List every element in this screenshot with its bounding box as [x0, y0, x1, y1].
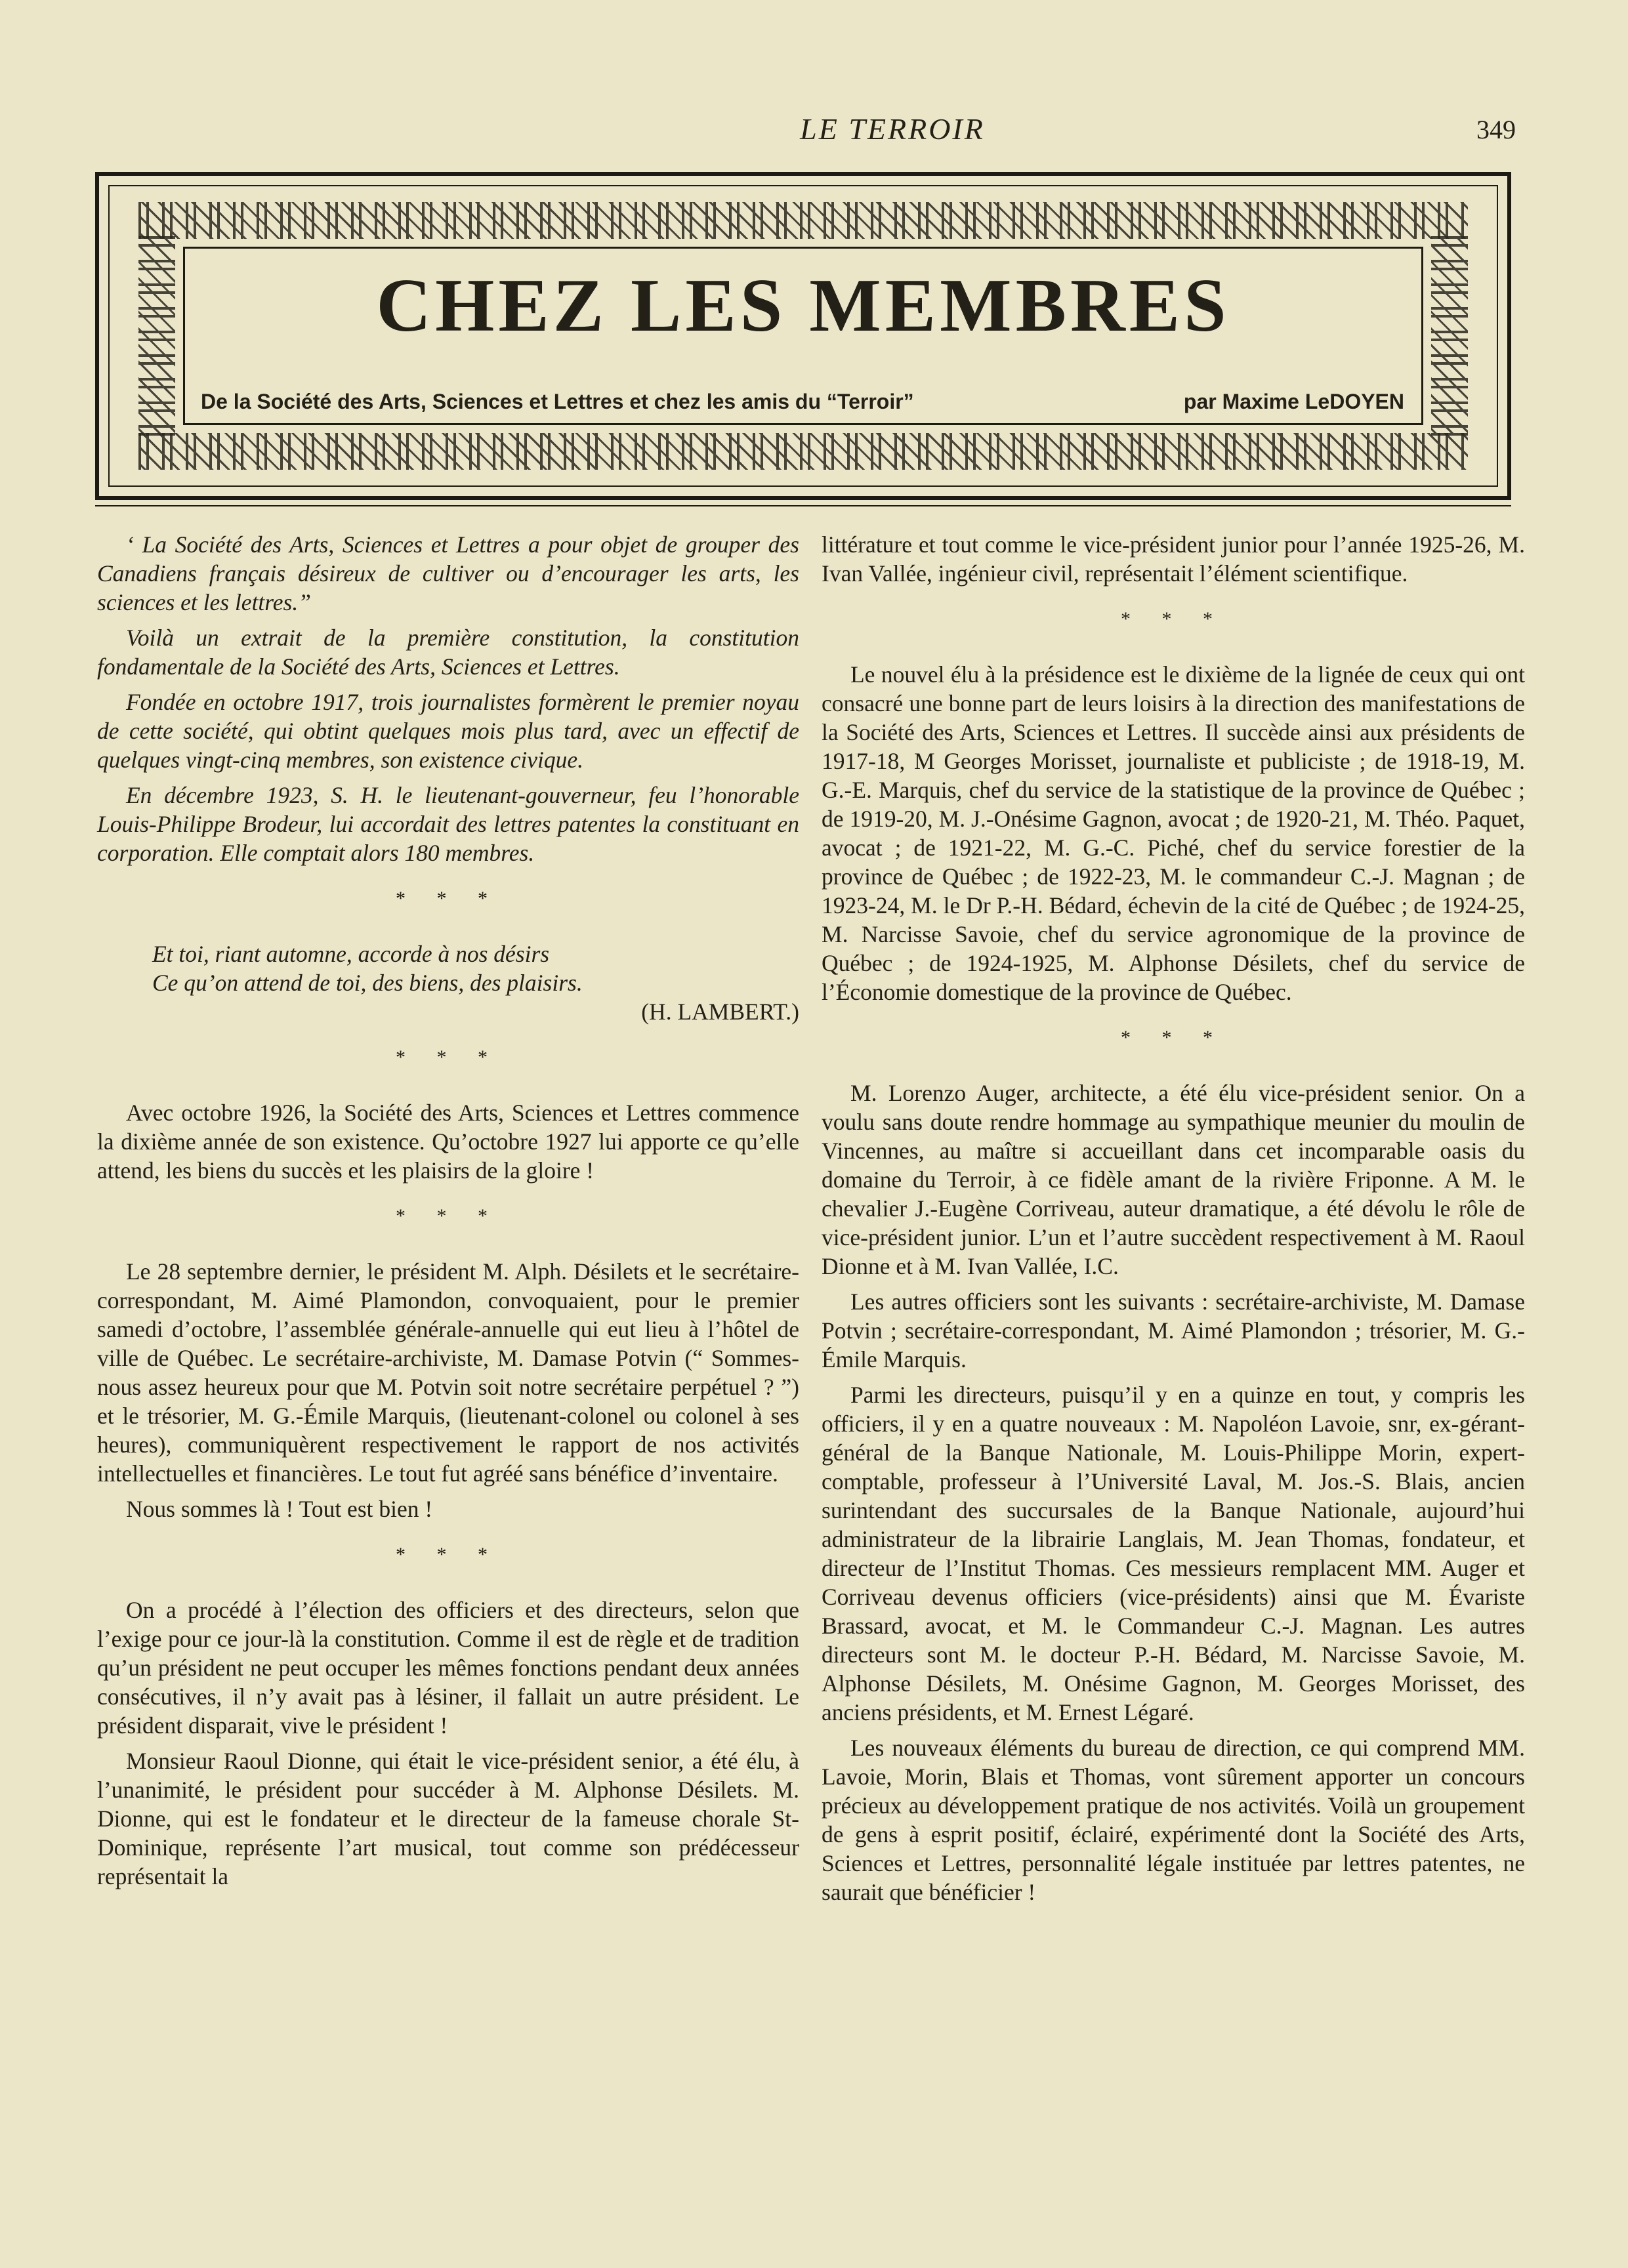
body-paragraph: Nous sommes là ! Tout est bien !	[126, 1496, 433, 1522]
body-paragraph: Avec octobre 1926, la Société des Arts, Sciences et Lettres commence la dixième année de son existence. Qu’octobre 1927 lui apporte ce qu’elle attend, les biens du succès et les plaisirs de la gloire !	[97, 1100, 799, 1184]
body-paragraph: littérature et tout comme le vice-président junior pour l’année 1925-26, M. Ivan Vallée, ingénieur civil, représentait l’élément scientifique.	[822, 531, 1525, 587]
ornament-border-bottom	[138, 433, 1468, 470]
poem-line: Ce qu’on attend de toi, des biens, des plaisirs.	[152, 970, 583, 996]
author-byline: par Maxime LeDOYEN	[1183, 390, 1404, 413]
body-paragraph: Les autres officiers sont les suivants : secrétaire-archiviste, M. Damase Potvin ; secrétaire-correspondant, M. Aimé Plamondon ; trésorier, M. G.-Émile Marquis.	[822, 1289, 1525, 1372]
body-paragraph: Le 28 septembre dernier, le président M. Alph. Désilets et le secrétaire-correspondant, M. Aimé Plamondon, convoquaient, pour le premier samedi d’octobre, l’assemblée générale-annuelle qui eut lieu à l’hôtel de ville de Québec. Le secrétaire-archiviste, M. Damase Potvin (“ Sommes-nous assez heureux pour que M. Potvin soit notre secrétaire perpétuel ? ”) et le trésorier, M. G.-Émile Marquis, (lieutenant-colonel ou colonel à ses heures), communiquèrent respectivement le rapport de nos activités intellectuelles et financières. Le tout fut agréé sans bénéfice d’inventaire.	[97, 1258, 799, 1487]
poem-line: Et toi, riant automne, accorde à nos désirs	[152, 941, 550, 967]
ornament-border-top	[138, 202, 1468, 239]
section-separator: * * *	[396, 1544, 501, 1565]
body-paragraph: Monsieur Raoul Dionne, qui était le vice-président senior, a été élu, à l’unanimité, le président pour succéder à M. Alphonse Désilets. M. Dionne, qui est le fondateur et le directeur de la fameuse chorale St-Dominique, représente l’art musical, tout comme son prédécesseur représentait la	[97, 1748, 799, 1889]
intro-paragraph: ‘ La Société des Arts, Sciences et Lettres a pour objet de grouper des Canadiens français désireux de cultiver ou d’encourager les arts, les sciences et les lettres.”	[97, 531, 799, 615]
body-paragraph: M. Lorenzo Auger, architecte, a été élu vice-président senior. On a voulu sans doute rendre hommage au sympathique meunier du moulin de Vincennes, au maître si accueillant dans cet incomparable oasis du domaine du Terroir, à ce fidèle amant de la rivière Friponne. A M. le chevalier J.-Eugène Corriveau, auteur dramatique, a été dévolu le rôle de vice-président junior. L’un et l’autre succèdent respectivement à M. Raoul Dionne et à M. Ivan Vallée, I.C.	[822, 1080, 1525, 1279]
poem-quote	[152, 939, 799, 1026]
section-separator: * * *	[396, 888, 501, 909]
poem-author: (H. LAMBERT.)	[641, 999, 799, 1025]
intro-paragraph: Fondée en octobre 1917, trois journalistes formèrent le premier noyau de cette société, qui obtint quelques mois plus tard, avec un effectif de quelques vingt-cinq membres, son existence civique.	[97, 689, 799, 773]
running-head	[92, 112, 1516, 151]
section-title: CHEZ LES MEMBRES	[376, 264, 1230, 348]
body-paragraph: Le nouvel élu à la présidence est le dixième de la lignée de ceux qui ont consacré une bonne part de leurs loisirs à la direction des manifestations de la Société des Arts, Sciences et Lettres. Il succède ainsi aux présidents de 1917-18, M Georges Morisset, journaliste et publiciste ; de 1918-19, M. G.-E. Marquis, chef du service de la statistique de la province de Québec ; de 1919-20, M. J.-Onésime Gagnon, avocat ; de 1920-21, M. Théo. Paquet, avocat ; de 1921-22, M. G.-C. Piché, chef du service forestier de la province de Québec ; de 1922-23, M. le commandeur C.-J. Magnan ; de 1923-24, M. le Dr P.-H. Bédard, échevin de la cité de Québec ; de 1924-25, M. Narcisse Savoie, chef du service agronomique de la province de Québec ; de 1924-1925, M. Alphonse Désilets, chef du service de l’Économie domestique de la province de Québec.	[822, 661, 1525, 1005]
body-paragraph: On a procédé à l’élection des officiers et des directeurs, selon que l’exige pour ce jour-là la constitution. Comme il est de règle et de tradition qu’un président ne peut occuper les mêmes fonctions pendant deux années consécutives, il n’y avait pas à lésiner, il fallait un autre président. Le président disparait, vive le président !	[97, 1597, 799, 1739]
section-separator: * * *	[1121, 608, 1226, 630]
section-separator: * * *	[396, 1205, 501, 1227]
section-separator: * * *	[1121, 1027, 1226, 1048]
body-paragraph: Les nouveaux éléments du bureau de direction, ce qui comprend MM. Lavoie, Morin, Blais et Thomas, vont sûrement apporter un concours précieux au développement pratique de nos activités. Voilà un groupement de gens à esprit positif, éclairé, expérimenté dont la Société des Arts, Sciences et Lettres, personnalité légale instituée par lettres patentes, ne saurait que bénéficier !	[822, 1735, 1525, 1905]
divider-rule	[95, 505, 1511, 506]
intro-paragraph: En décembre 1923, S. H. le lieutenant-gouverneur, feu l’honorable Louis-Philippe Brodeur, lui accordait des lettres patentes la constituant en corporation. Elle comptait alors 180 membres.	[97, 782, 799, 866]
section-separator: * * *	[396, 1046, 501, 1068]
ornament-border-right	[1431, 236, 1468, 436]
right-column	[822, 530, 1525, 1913]
banner-title-box	[183, 247, 1423, 425]
journal-name: LE TERROIR	[800, 112, 985, 146]
left-column	[97, 530, 799, 1897]
page-number: 349	[1476, 115, 1516, 144]
section-subtitle: De la Société des Arts, Sciences et Lettres et chez les amis du “Terroir”	[201, 390, 914, 413]
ornament-border-left	[138, 236, 175, 436]
section-banner	[95, 172, 1511, 500]
intro-paragraph: Voilà un extrait de la première constitution, la constitution fondamentale de la Société des Arts, Sciences et Lettres.	[97, 625, 799, 680]
body-paragraph: Parmi les directeurs, puisqu’il y en a quinze en tout, y compris les officiers, il y en a quatre nouveaux : M. Napoléon Lavoie, snr, ex-gérant-général de la Banque Nationale, M. Louis-Philippe Morin, expert-comptable, professeur à l’Université Laval, M. Jos.-S. Blais, ancien surintendant des succursales de la Banque Nationale, aujourd’hui administrateur de la librairie Langlais, M. Jean Thomas, fondateur, et directeur de l’Institut Thomas. Ces messieurs remplacent MM. Auger et Corriveau devenus officiers (vice-présidents) ainsi que M. Évariste Brassard, avocat, et M. le Commandeur C.-J. Magnan. Les autres directeurs sont M. le docteur P.-H. Bédard, M. Narcisse Savoie, M. Alphonse Désilets, M. Onésime Gagnon, M. Georges Morisset, des anciens présidents, et M. Ernest Légaré.	[822, 1382, 1525, 1725]
